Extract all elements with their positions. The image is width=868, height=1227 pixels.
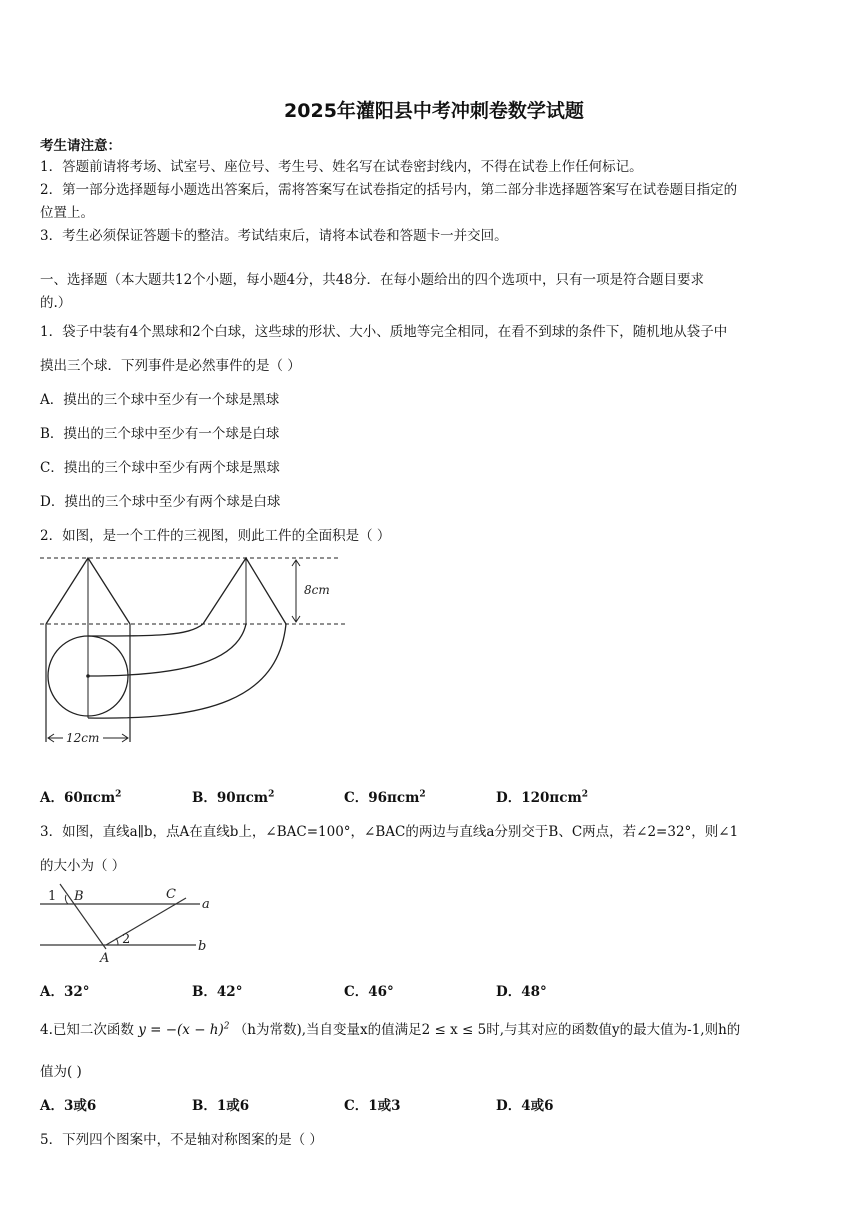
q3-stem: 3．如图，直线a∥b，点A在直线b上，∠BAC=100°，∠BAC的两边与直线a分别交于B、C两点，若∠2=32°，则∠1 xyxy=(40,824,739,840)
q4-stem-cont: 值为( ) xyxy=(40,1064,82,1080)
section-heading: 一、选择题（本大题共12个小题，每小题4分，共48分．在每小题给出的四个选项中，只有一项是符合题目要求 xyxy=(40,272,704,288)
notice-item-2: 2．第一部分选择题每小题选出答案后，需将答案写在试卷指定的括号内，第二部分非选择题答案写在试卷题目指定的 xyxy=(40,182,738,198)
q3-option-a[interactable]: A．32° xyxy=(40,984,90,1000)
notice-item-1: 1．答题前请将考场、试室号、座位号、考生号、姓名写在试卷密封线内，不得在试卷上作任何标记。 xyxy=(40,159,643,175)
q3-option-d[interactable]: D．48° xyxy=(496,984,547,1000)
notice-item-3: 3．考生必须保证答题卡的整洁。考试结束后，请将本试卷和答题卡一并交回。 xyxy=(40,228,508,244)
q3-option-b[interactable]: B．42° xyxy=(192,984,243,1000)
page-title: 2025年灌阳县中考冲刺卷数学试题 xyxy=(284,100,584,122)
q1-option-c[interactable]: C．摸出的三个球中至少有两个球是黑球 xyxy=(40,460,280,476)
q2-option-c[interactable]: C．96πcm$^2$ xyxy=(344,789,426,806)
q4-option-c[interactable]: C．1或3 xyxy=(344,1098,401,1114)
q5-stem: 5．下列四个图案中，不是轴对称图案的是（ ） xyxy=(40,1132,323,1148)
q3-label-point-b: B xyxy=(74,889,84,904)
section-heading-cont: 的.） xyxy=(40,295,72,311)
q3-option-c[interactable]: C．46° xyxy=(344,984,394,1000)
q3-label-angle2: 2 xyxy=(122,932,131,947)
notice-heading: 考生请注意： xyxy=(40,138,121,154)
q1-stem: 1．袋子中装有4个黑球和2个白球，这些球的形状、大小、质地等完全相同，在看不到球的条件下，随机地从袋子中 xyxy=(40,324,728,340)
q2-option-b[interactable]: B．90πcm$^2$ xyxy=(192,789,275,806)
q2-option-d[interactable]: D．120πcm$^2$ xyxy=(496,789,589,806)
notice-item-2-cont: 位置上。 xyxy=(40,205,94,221)
q4-formula: $y = -(x - h)^2$ xyxy=(138,1021,230,1038)
q3-stem-cont: 的大小为（ ） xyxy=(40,858,126,874)
q2-stem: 2．如图，是一个工件的三视图，则此工件的全面积是（ ） xyxy=(40,528,391,544)
q1-option-d[interactable]: D．摸出的三个球中至少有两个球是白球 xyxy=(40,494,281,510)
q2-height-label: 8cm xyxy=(304,583,330,597)
q4-option-d[interactable]: D．4或6 xyxy=(496,1098,554,1114)
q4-stem: 4.已知二次函数 $y = -(x - h)^2$ （h为常数),当自变量x的值满足2 ≤ x ≤ 5时,与其对应的函数值y的最大值为-1,则h的 xyxy=(40,1021,741,1038)
q4-option-a[interactable]: A．3或6 xyxy=(40,1098,97,1114)
q2-three-view-figure xyxy=(38,550,348,750)
q1-option-b[interactable]: B．摸出的三个球中至少有一个球是白球 xyxy=(40,426,280,442)
q1-stem-cont: 摸出三个球．下列事件是必然事件的是（ ） xyxy=(40,358,301,374)
q3-parallel-lines-figure xyxy=(38,882,218,966)
q2-option-a[interactable]: A．60πcm$^2$ xyxy=(40,789,122,806)
q3-label-line-b: b xyxy=(198,939,207,954)
q1-option-a[interactable]: A．摸出的三个球中至少有一个球是黑球 xyxy=(40,392,280,408)
q4-option-b[interactable]: B．1或6 xyxy=(192,1098,250,1114)
q3-label-point-c: C xyxy=(166,887,176,902)
q3-label-angle1: 1 xyxy=(48,889,57,904)
q3-label-line-a: a xyxy=(202,897,210,912)
q3-label-point-a: A xyxy=(100,951,110,966)
q2-width-label: 12cm xyxy=(66,731,100,745)
